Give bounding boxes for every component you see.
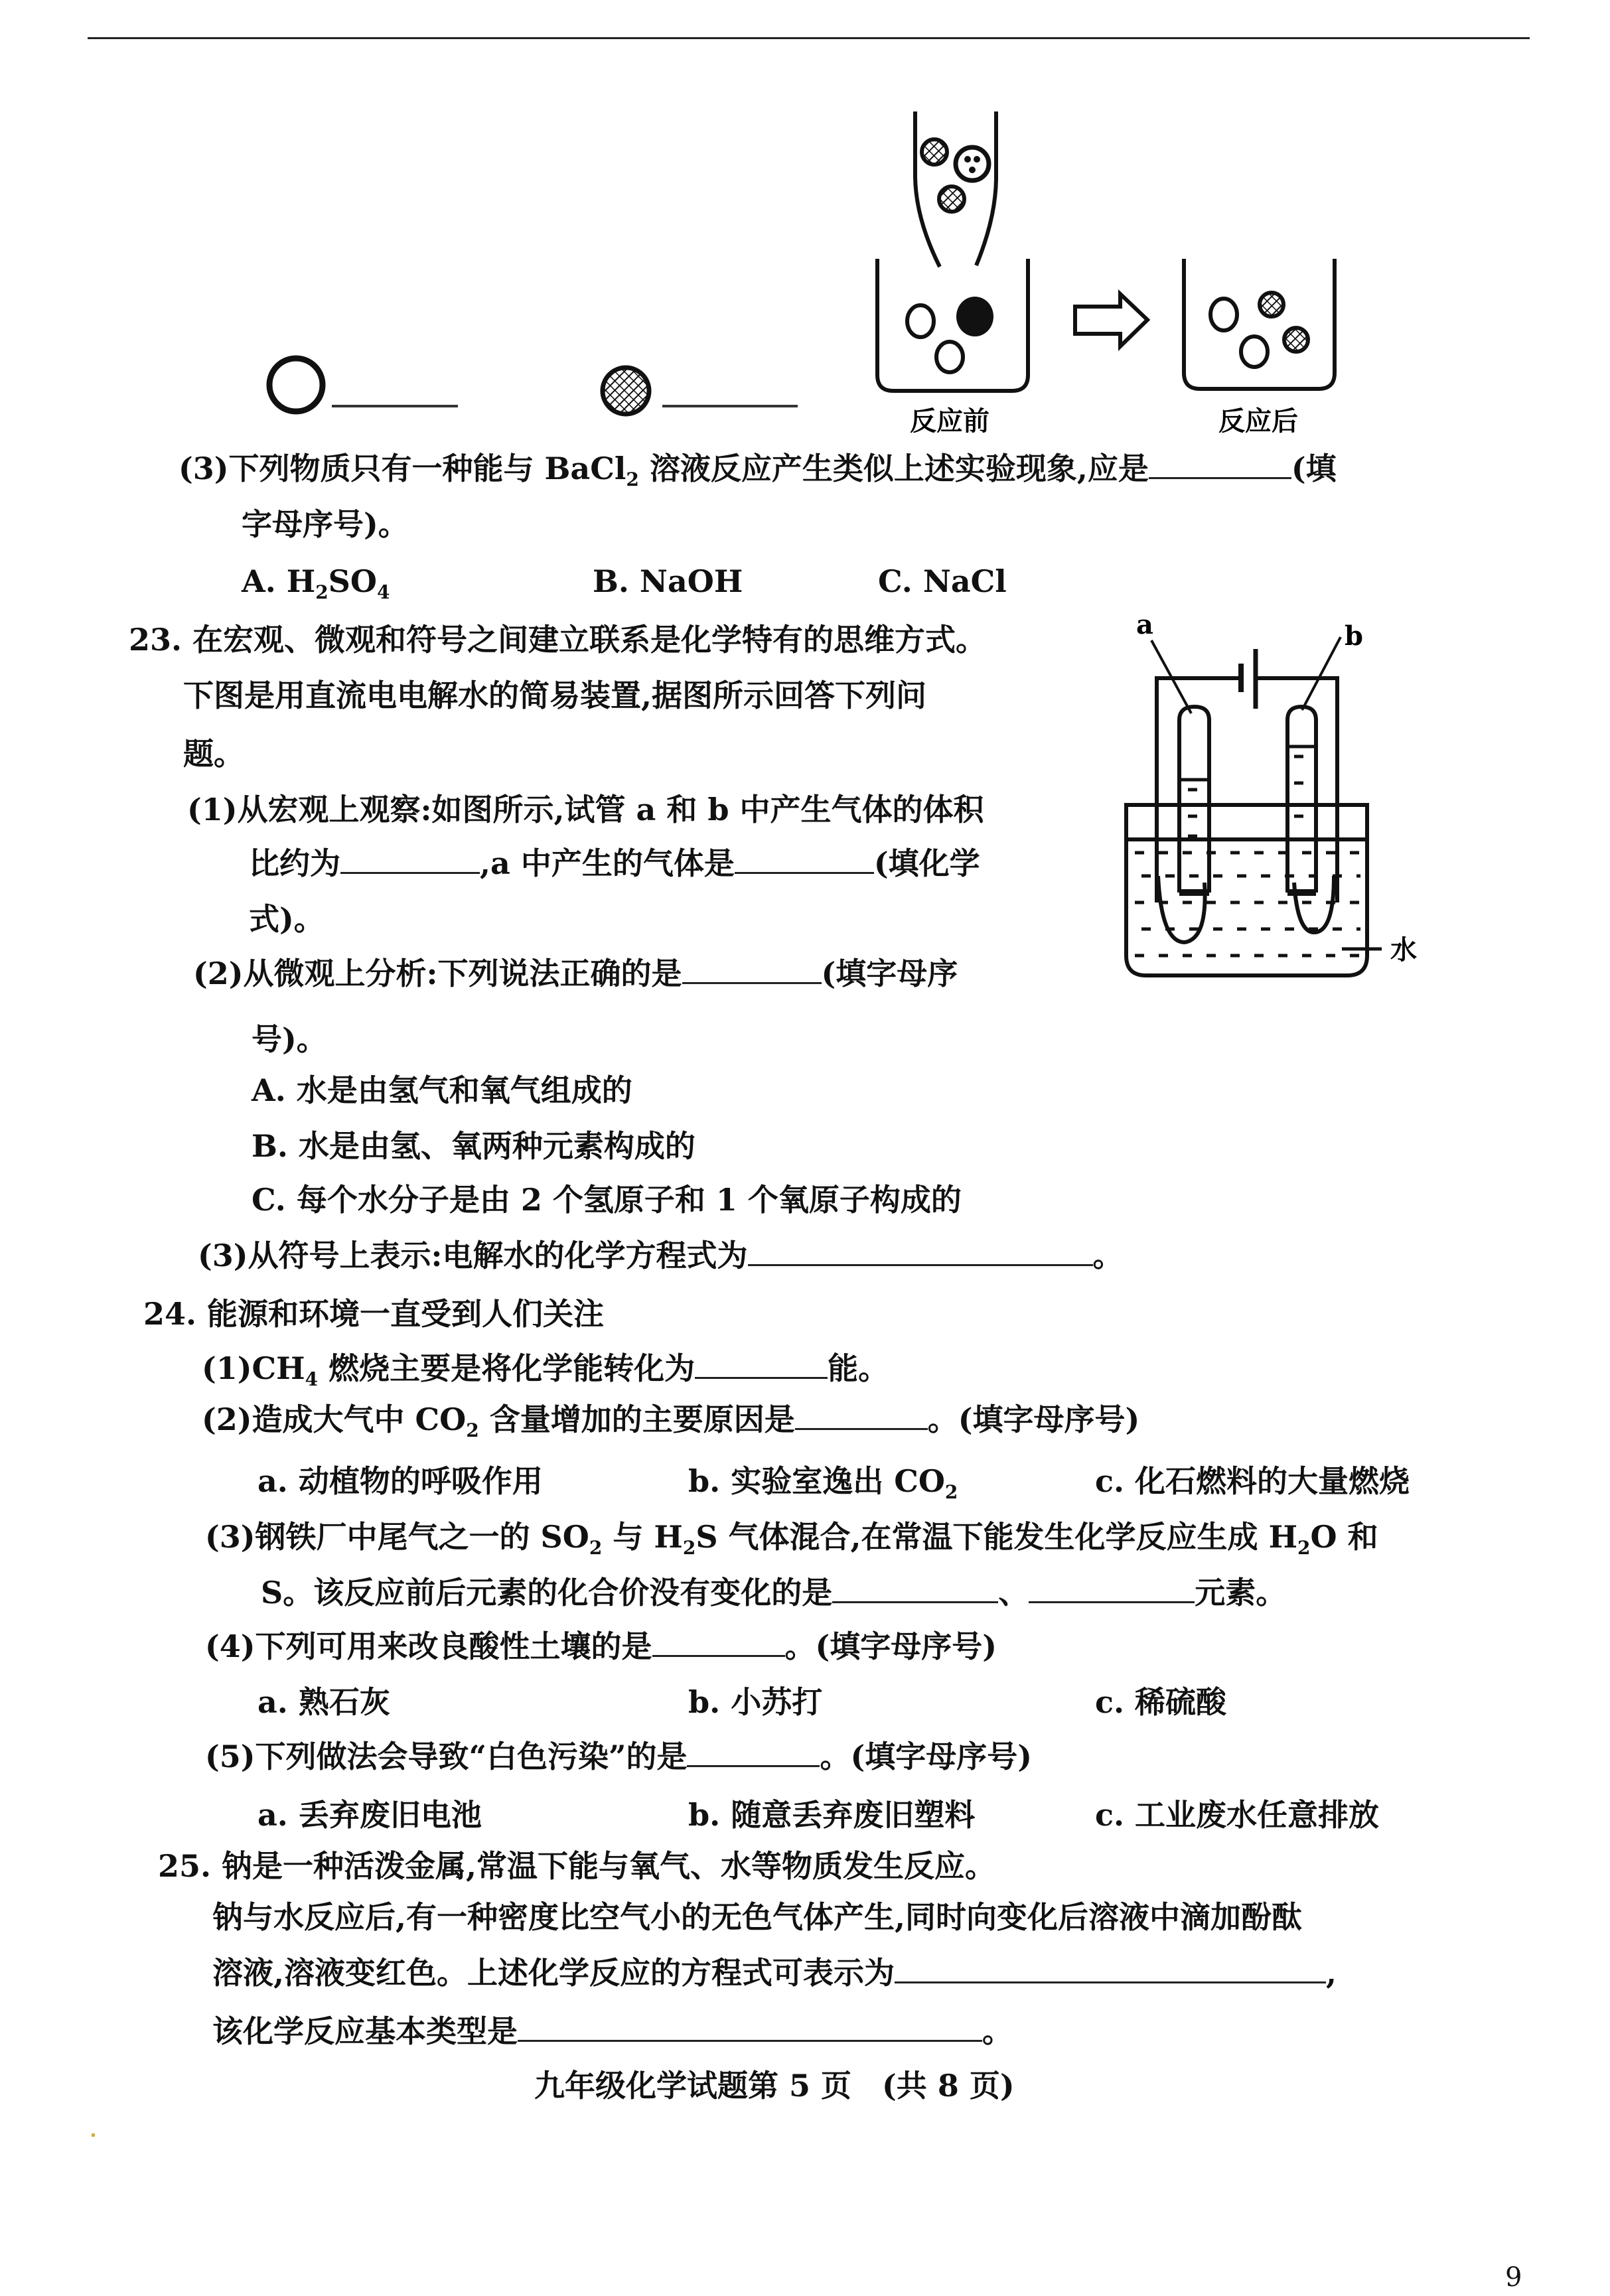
text-segment: (2)造成大气中 CO <box>202 1401 467 1437</box>
q23-stem: 下图是用直流电电解水的简易装置,据图所示回答下列问 <box>183 678 927 713</box>
q23-3 <box>198 1237 1124 1274</box>
answer-blank[interactable] <box>682 956 822 984</box>
q23-1: (1)从宏观上观察:如图所示,试管 a 和 b 中产生气体的体积 <box>187 792 984 827</box>
text-segment: A. H <box>242 563 316 599</box>
q24-4 <box>205 1628 997 1665</box>
q24-4-option-c: c. 稀硫酸 <box>1095 1684 1227 1720</box>
subscript: 2 <box>315 581 329 603</box>
q24-5-option-c: c. 工业废水任意排放 <box>1095 1797 1380 1833</box>
hatched-particle-legend-icon <box>603 368 649 414</box>
text-segment: O 和 <box>1310 1519 1378 1555</box>
text-segment: 溶液,溶液变红色。上述化学反应的方程式可表示为 <box>212 1955 895 1991</box>
text-segment: (4)下列可用来改良酸性土壤的是 <box>205 1628 652 1664</box>
q23-option-b: B. 水是由氢、氧两种元素构成的 <box>252 1128 695 1164</box>
text-segment: (5)下列做法会导致“白色污染”的是 <box>205 1739 688 1774</box>
subscript: 2 <box>589 1537 603 1559</box>
q23-2-cont: 号)。 <box>252 1021 327 1057</box>
beaker-before-icon <box>877 259 1028 391</box>
subscript: 2 <box>466 1419 479 1441</box>
q23-option-a: A. 水是由氢气和氧气组成的 <box>252 1072 632 1108</box>
q24-stem: 24. 能源和环境一直受到人们关注 <box>143 1296 605 1332</box>
answer-blank[interactable] <box>340 845 480 874</box>
option-c: C. NaCl <box>878 563 1007 599</box>
answer-blank[interactable] <box>748 1238 1093 1266</box>
answer-blank[interactable] <box>1029 1575 1195 1603</box>
text-segment: (填字母序 <box>821 956 958 991</box>
q23-stem: 23. 在宏观、微观和符号之间建立联系是化学特有的思维方式。 <box>129 622 987 658</box>
text-segment: S 气体混合,在常温下能发生化学反应生成 H <box>695 1519 1298 1555</box>
q24-5 <box>205 1738 1032 1775</box>
text-segment: ,a 中产生的气体是 <box>480 845 735 881</box>
answer-blank[interactable] <box>652 1628 785 1657</box>
page-footer: 九年级化学试题第 5 页 (共 8 页) <box>534 2068 1015 2104</box>
text-segment: b. 实验室逸出 CO <box>688 1463 945 1499</box>
text-segment: 。(填字母序号) <box>820 1739 1032 1774</box>
text-segment: (3)下列物质只有一种能与 BaCl <box>179 451 626 486</box>
option-b: B. NaOH <box>593 563 743 599</box>
beaker-after-icon <box>1184 259 1335 389</box>
text-segment: 该化学反应基本类型是 <box>212 2013 518 2049</box>
q24-4-option-a: a. 熟石灰 <box>257 1684 390 1720</box>
text-segment: 。 <box>1092 1238 1124 1273</box>
q25-text <box>212 1954 1337 1991</box>
electrolysis-apparatus-diagram <box>1095 597 1493 995</box>
water-label: 水 <box>1390 934 1417 966</box>
answer-blank[interactable] <box>687 1739 820 1767</box>
text-segment: 。(填字母序号) <box>927 1401 1140 1437</box>
text-segment: SO <box>328 563 377 599</box>
text-segment: 、 <box>998 1575 1029 1611</box>
text-segment: 燃烧主要是将化学能转化为 <box>318 1350 695 1386</box>
q23-1-cont: 式)。 <box>249 901 325 937</box>
q22-3-line-cont <box>242 506 409 543</box>
q24-2-option-a: a. 动植物的呼吸作用 <box>257 1463 543 1499</box>
open-particle-legend-icon <box>269 358 323 411</box>
page-number: 9 <box>1505 2262 1522 2293</box>
answer-blank[interactable] <box>1149 451 1291 479</box>
subscript: 2 <box>1297 1537 1311 1559</box>
q24-2 <box>202 1401 1139 1449</box>
text-segment: 。 <box>982 2013 1013 2049</box>
q22-3-line <box>179 450 1337 498</box>
tube-a-label: a <box>1136 609 1153 640</box>
q24-5-option-b: b. 随意丢弃废旧塑料 <box>688 1797 976 1833</box>
q24-2-option-b <box>688 1463 958 1511</box>
text-segment: (填 <box>1291 451 1337 486</box>
answer-blank[interactable] <box>832 1575 998 1603</box>
answer-blank[interactable] <box>695 1350 828 1379</box>
scan-speck <box>92 2133 95 2137</box>
answer-blank[interactable] <box>795 1401 928 1430</box>
q24-3-cont <box>261 1574 1286 1611</box>
text-segment: 元素。 <box>1195 1575 1287 1611</box>
answer-blank[interactable] <box>735 845 874 874</box>
subscript: 2 <box>626 468 639 490</box>
funnel-icon <box>915 111 996 267</box>
q23-stem: 题。 <box>183 736 244 772</box>
before-label: 反应前 <box>910 405 989 437</box>
q25-text <box>212 2013 1013 2050</box>
q25-text: 钠与水反应后,有一种密度比空气小的无色气体产生,同时向变化后溶液中滴加酚酞 <box>212 1899 1303 1935</box>
text-segment: (2)从微观上分析:下列说法正确的是 <box>193 956 682 991</box>
text-segment: 比约为 <box>249 845 340 881</box>
text-segment: 与 H <box>602 1519 683 1555</box>
q24-2-option-c: c. 化石燃料的大量燃烧 <box>1095 1463 1410 1499</box>
text-segment: 含量增加的主要原因是 <box>478 1401 795 1437</box>
text-segment: (1)CH <box>202 1350 305 1386</box>
text-segment: (3)钢铁厂中尾气之一的 SO <box>205 1519 589 1555</box>
answer-blank[interactable] <box>895 1955 1326 1983</box>
text-segment: 能。 <box>828 1350 889 1386</box>
tube-b-label: b <box>1345 620 1363 652</box>
q24-4-option-b: b. 小苏打 <box>688 1684 823 1720</box>
text-segment: (3)从符号上表示:电解水的化学方程式为 <box>198 1238 748 1273</box>
subscript: 4 <box>305 1368 319 1390</box>
subscript: 2 <box>944 1481 958 1503</box>
subscript: 4 <box>376 581 390 603</box>
text-segment: 。(填字母序号) <box>784 1628 997 1664</box>
option-a <box>242 563 390 611</box>
q24-1 <box>202 1350 889 1398</box>
q25-stem: 25. 钠是一种活泼金属,常温下能与氧气、水等物质发生反应。 <box>158 1848 996 1884</box>
q23-option-c: C. 每个水分子是由 2 个氢原子和 1 个氧原子构成的 <box>252 1182 962 1218</box>
text-segment: S。该反应前后元素的化合价没有变化的是 <box>261 1575 833 1611</box>
text-segment: 字母序号)。 <box>242 506 409 542</box>
text-segment: , <box>1326 1955 1337 1991</box>
q23-1-cont <box>249 845 980 882</box>
q24-3 <box>205 1518 1378 1567</box>
text-segment: (填化学 <box>873 845 980 881</box>
subscript: 2 <box>682 1537 696 1559</box>
answer-blank[interactable] <box>518 2013 982 2042</box>
arrow-right-icon <box>1075 294 1147 346</box>
after-label: 反应后 <box>1218 405 1298 437</box>
q24-5-option-a: a. 丢弃废旧电池 <box>257 1797 482 1833</box>
q23-2 <box>193 955 958 992</box>
reaction-particle-diagram <box>0 0 1610 465</box>
text-segment: 溶液反应产生类似上述实验现象,应是 <box>638 451 1149 486</box>
